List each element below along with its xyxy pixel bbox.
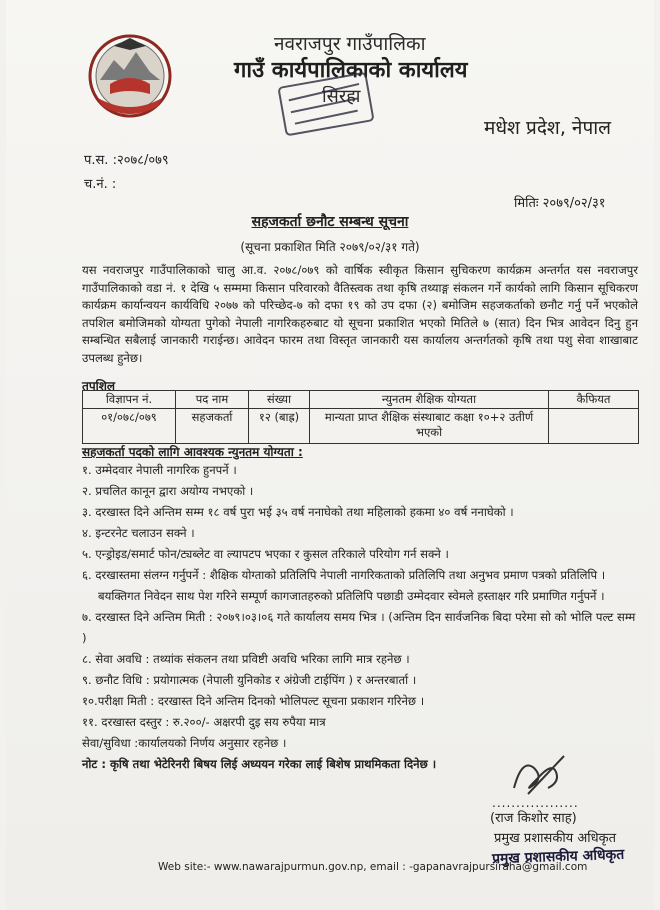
cell-remarks: [549, 409, 639, 444]
nepal-emblem-icon: [84, 32, 176, 122]
table-row: [83, 409, 639, 444]
notice-paper: [6, 0, 654, 910]
signatory-title: प्रमुख प्रशासकीय अधिकृत: [494, 831, 617, 846]
details-label: तपशिल: [82, 379, 116, 393]
list-item: ११. दरखास्त दस्तुर : रु.२००/- अक्षरपी दुइ सय रुपैया मात्र: [82, 715, 326, 729]
priority-note: नोट : कृषि तथा भेटेरिनरी बिषय लिई अध्ययन गरेका लाई बिशेष प्राथमिकता दिनेछ ।: [82, 757, 437, 771]
list-item: सेवा/सुविधा :कार्यालयको निर्णय अनुसार रहनेछ ।: [82, 736, 287, 750]
notice-subtitle: (सूचना प्रकाशित मिति २०७९/०२/३१ गते): [240, 240, 420, 254]
list-item: ३. दरखास्त दिने अन्तिम सम्म १८ वर्ष पुरा भई ३५ वर्ष ननाघेको तथा महिलाको हकमा ४० वर्ष ननाघेको ।: [82, 505, 514, 519]
cell-advert-no: ०१/०७८/०७९: [83, 409, 176, 444]
list-item: ६. दरखास्तमा संलग्न गर्नुपर्ने : शैक्षिक योग्ताको प्रतिलिपि नेपाली नागरिकताको प्रतिलिपि तथा अनुभव प्रमाण पत्रको प्रतिलिपि ।: [82, 568, 606, 582]
municipality-name: नवराजपुर गाउँपालिका: [274, 33, 426, 55]
col-remarks: कैफियत: [549, 391, 639, 409]
list-item: १. उम्मेदवार नेपाली नागरिक हुनपर्ने ।: [82, 463, 237, 477]
cell-qualification: मान्यता प्राप्त शैक्षिक संस्थाबाट कक्षा १०+२ उतीर्ण भएको: [310, 409, 549, 444]
qualifications-heading: सहजकर्ता पदको लागि आवश्यक न्युनतम योग्यता :: [82, 445, 303, 459]
list-item: ९. छनौट विधि : प्रयोगात्मक (नेपाली युनिकोड र अंग्रेजी टाईपिंग ) र अन्तरबार्ता ।: [82, 673, 417, 687]
qualifications-list: [82, 460, 642, 775]
col-qualification: न्युनतम शैक्षिक योग्यता: [310, 391, 549, 409]
cell-post-name: सहजकर्ता: [176, 409, 249, 444]
vacancy-table: [82, 390, 639, 444]
signature-line: ..................: [492, 796, 579, 810]
footer-contact: Web site:- www.nawarajpurmun.gov.np, email : -gapanavrajpursiraha@gmail.com: [158, 861, 588, 873]
list-item: १०.परीक्षा मिती : दरखास्त दिने अन्तिम दिनको भोलिपल्ट सूचना प्रकाशन गरिनेछ ।: [82, 694, 425, 708]
list-item: ५. एन्ड्रोइड/समार्ट फोन/ट्यब्लेट वा ल्यापटप भएका र कुसल तरिकाले परियोग गर्न सक्ने ।: [82, 547, 449, 561]
list-item: ४. इन्टरनेट चलाउन सक्ने ।: [82, 526, 195, 540]
notice-title: सहजकर्ता छनौट सम्बन्ध सूचना: [251, 214, 409, 230]
district-name: सिरहा: [322, 86, 361, 107]
notice-date: मितिः २०७९/०२/३१: [514, 196, 606, 211]
reference-number: प.स. :२०७८/०७९: [84, 153, 169, 168]
col-post-name: पद नाम: [176, 391, 249, 409]
list-item: बयक्तिगत निवेदन साथ पेश गरिने सम्पूर्ण कागजातहरुको प्रतिलिपि पछाडी उम्मेदवार स्वेमले हस्ताक्षर गरि प्रमाणित गर्नुपर्ने ।: [98, 589, 605, 603]
list-item: ८. सेवा अवधि : तथ्यांक संकलन तथा प्रविष्टी अवधि भरिका लागि मात्र रहनेछ ।: [82, 652, 410, 666]
list-item: ७. दरखास्त दिने अन्तिम मिती : २०७९।०३।०६ गते कार्यालय समय भित्र । (अन्तिम दिन सार्वजनिक बिदा परेमा सो को भोलि पल्ट सम्म ): [82, 610, 636, 645]
col-advert-no: विज्ञापन नं.: [83, 391, 176, 409]
signatory-stamp: प्रमुख प्रशासकीय अधिकृत: [491, 846, 625, 868]
list-item: २. प्रचलित कानून द्वारा अयोग्य नभएको ।: [82, 484, 254, 498]
cell-count: १२ (बाह्र): [249, 409, 310, 444]
province-name: मधेश प्रदेश, नेपाल: [484, 117, 612, 139]
notice-body: यस नवराजपुर गाउँपालिकाको चालु आ.व. २०७८/०७९ को वार्षिक स्वीकृत किसान सुचिकरण कार्यक्रम अन्तर्गत यस नवराजपुर गाउँपालिकाको वडा नं. १ देखि ५ सम्ममा किसान परिवारको वैतिस्त्वक तथा कृषि तथ्याङ्ग संकलन गर्ने कार्यको लागि किसान सूचिकरण कार्यक्रम कार्यान्वयन कार्यविधि २०७७ को परिच्छेद-७ को दफा १९ को उप दफा (२) बमोजिम सहजकर्ताको छनौट गर्नु पर्ने भएकोले तपशिल बमोजिमको योग्यता पुगेको नेपाली नागरिकहरुबाट यो सूचना प्रकाशित भएको मितिले ७ (सात) दिन भित्र आवेदन दिनु हुन सम्बन्धित सबैलाई जानकारी गराईन्छ। आवेदन फारम तथा विस्तृत जानकारी यस कार्यालय अन्तर्गतको कृषि तथा पशु सेवा शाखाबाट उपलब्ध हुनेछ।: [82, 263, 639, 365]
table-header-row: [83, 391, 639, 409]
dispatch-number: च.नं. :: [84, 177, 117, 192]
office-name: गाउँ कार्यपालिकाको कार्यालय: [234, 58, 468, 83]
col-count: संख्या: [249, 391, 310, 409]
signature-icon: [504, 748, 574, 800]
signatory-name: (राज किशोर साह): [490, 811, 577, 826]
